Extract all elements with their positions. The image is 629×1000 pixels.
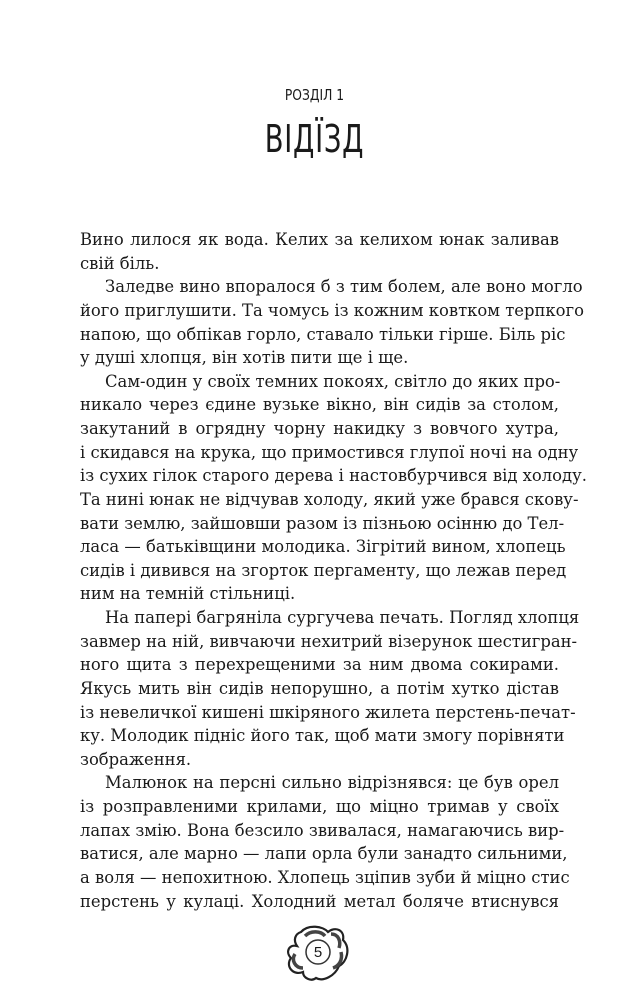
text-line: ного щита з перехрещеними за ним двома сокирами. <box>80 655 559 675</box>
text-line: Малюнок на персні сильно відрізнявся: це був орел <box>105 773 559 793</box>
text-line: ним на темній стільниці. <box>80 584 296 604</box>
text-line: Вино лилося як вода. Келих за келихом юнак заливав <box>80 230 559 249</box>
text-line: свій біль. <box>80 253 160 273</box>
text-line: а воля — непохитною. Хлопець зціпив зуби й міцно стис <box>80 867 570 887</box>
text-line: ватися, але марно — лапи орла були занадто сильними, <box>80 844 568 864</box>
text-line: Якусь мить він сидів непорушно, а потім хутко дістав <box>80 678 559 698</box>
text-line: його приглушити. Та чомусь із кожним ковтком терпкого <box>80 300 584 320</box>
text-line: із сухих гілок старого дерева і настовбурчився від холоду. <box>80 466 587 486</box>
paragraph <box>80 275 584 370</box>
text-line: вати землю, зайшовши разом із пізньою осінню до Тел- <box>80 513 565 533</box>
paragraph <box>80 370 587 606</box>
chapter-title: ВІДЇЗД <box>264 117 365 161</box>
text-line: Заледве вино впоралося б з тим болем, але воно могло <box>105 277 583 297</box>
text-line: напою, що обпікав горло, ставало тільки гірше. Біль ріс <box>80 324 566 344</box>
text-line: із розправленими крилами, що міцно тримав у своїх <box>80 797 559 816</box>
text-line: і скидався на крука, що примостився глупої ночі на одну <box>80 442 579 462</box>
text-line: лапах змію. Вона безсило звивалася, намагаючись вир- <box>80 820 565 840</box>
page-number: 5 <box>313 944 323 961</box>
text-line: Сам-один у своїх темних покоях, світло до яких про- <box>105 371 561 391</box>
text-line: сидів і дивився на згорток пергаменту, що лежав перед <box>80 560 567 580</box>
text-line: перстень у кулаці. Холодний метал боляче втиснувся <box>80 891 559 911</box>
page-number-ornament <box>283 922 353 984</box>
text-line: із невеличкої кишені шкіряного жилета перстень-печат- <box>80 702 576 722</box>
text-line: у душі хлопця, він хотів пити ще і ще. <box>80 348 409 368</box>
text-line: никало через єдине вузьке вікно, він сидів за столом, <box>80 395 559 415</box>
paragraph <box>80 771 570 913</box>
text-line: ласа — батьківщини молодика. Зігрітий вином, хлопець <box>80 537 566 557</box>
text-line: Та нині юнак не відчував холоду, який уже брався скову- <box>80 489 579 509</box>
text-line: ку. Молодик підніс його так, щоб мати змогу порівняти <box>80 726 565 746</box>
chapter-label: РОЗДІЛ 1 <box>284 86 345 104</box>
text-line: завмер на ній, вивчаючи нехитрий візерунок шестигран- <box>80 631 578 651</box>
text-line: зображення. <box>80 749 192 769</box>
body-text <box>80 228 587 913</box>
paragraph <box>80 606 580 771</box>
text-line: На папері багряніла сургучева печать. Погляд хлопця <box>105 608 580 627</box>
paragraph <box>80 228 559 275</box>
text-line: закутаний в огрядну чорну накидку з вовчого хутра, <box>80 419 559 438</box>
